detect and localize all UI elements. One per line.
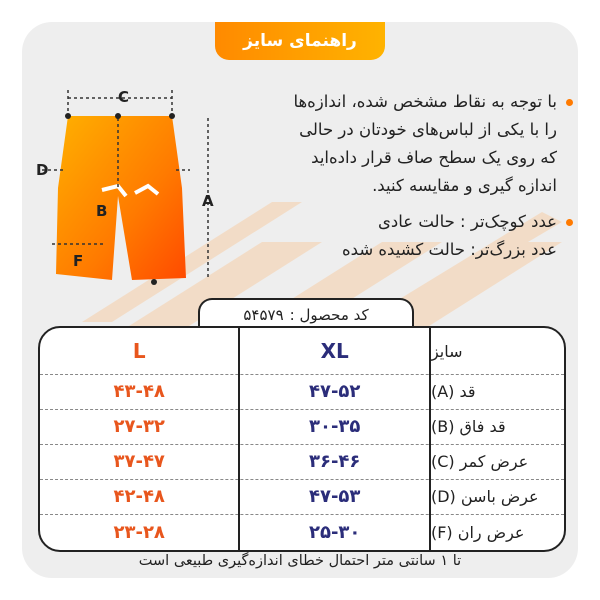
table-header	[40, 328, 564, 374]
instruction-number-states: عدد کوچک‌تر : حالت عادی عدد بزرگ‌تر: حالت کشیده شده	[218, 208, 573, 264]
table-row	[40, 479, 564, 514]
shorts-diagram	[30, 78, 230, 293]
cell-name: عرض ران (F)	[430, 522, 525, 542]
cell-name: عرض باسن (D)	[430, 487, 539, 506]
header-l: L	[132, 339, 146, 363]
label-c: C	[118, 88, 130, 106]
cell-xl: ۳۶-۴۶	[238, 444, 431, 479]
cell-name: عرض کمر (C)	[430, 452, 529, 471]
label-a: A	[202, 192, 214, 210]
header-xl: XL	[238, 328, 431, 374]
instructions	[218, 88, 573, 264]
header-size: سایز	[430, 341, 463, 361]
label-f: F	[73, 252, 84, 270]
cell-l: ۲۷-۳۲	[113, 416, 165, 437]
cell-xl: ۴۷-۵۳	[238, 479, 431, 514]
cell-l: ۴۲-۴۸	[113, 486, 165, 507]
label-b: B	[96, 202, 108, 220]
cell-l: ۴۳-۴۸	[113, 381, 165, 402]
instruction-measure: با توجه به نقاط مشخص شده، اندازه‌ها را با یکی از لباس‌های خودتان در حالی که روی یک سطح صاف قرار داده‌اید اندازه گیری و مقایسه کنید.	[218, 88, 573, 200]
size-table	[38, 326, 566, 552]
table-row	[40, 514, 564, 550]
page-title: راهنمای سایز	[215, 22, 385, 60]
cell-name: قد (A)	[430, 382, 476, 401]
table-row	[40, 409, 564, 444]
label-d: D	[36, 161, 49, 179]
table-row	[40, 444, 564, 479]
cell-xl: ۴۷-۵۲	[238, 374, 431, 409]
table-row	[40, 374, 564, 409]
cell-l: ۲۳-۲۸	[113, 521, 165, 543]
product-code-label: کد محصول :	[289, 306, 369, 324]
cell-xl: ۳۰-۳۵	[238, 409, 431, 444]
product-code-value: ۵۴۵۷۹	[243, 306, 284, 324]
measurement-note: تا ۱ سانتی متر احتمال خطای اندازه‌گیری طبیعی است	[138, 553, 462, 569]
cell-xl: ۲۵-۳۰	[238, 514, 431, 550]
cell-l: ۳۷-۴۷	[113, 451, 165, 472]
cell-name: قد فاق (B)	[430, 417, 506, 436]
